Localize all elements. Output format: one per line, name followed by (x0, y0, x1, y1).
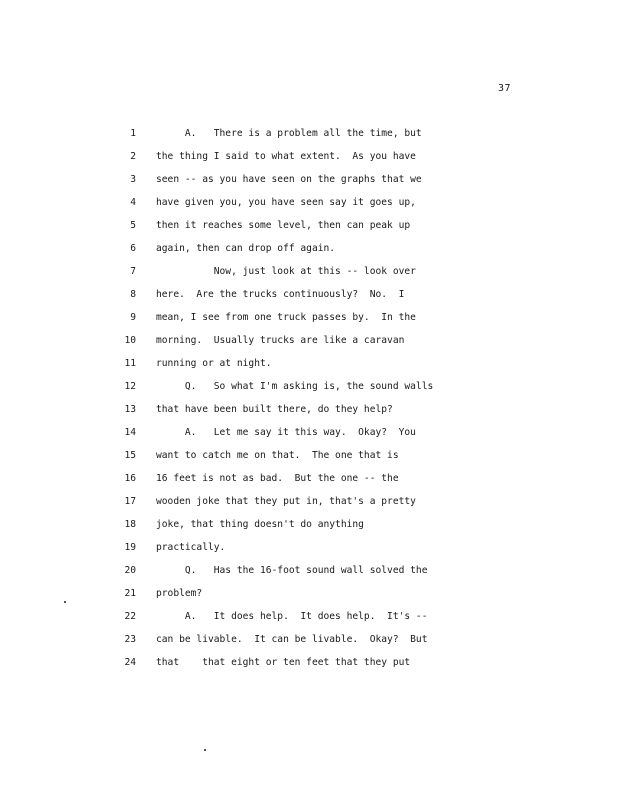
transcript-line (0, 241, 619, 264)
line-text: Now, just look at this -- look over (156, 266, 416, 277)
line-text: that have been built there, do they help? (156, 404, 393, 415)
line-text: wooden joke that they put in, that's a pretty (156, 496, 416, 507)
line-text: Q. So what I'm asking is, the sound walls (156, 381, 434, 392)
transcript-line (0, 563, 619, 586)
transcript-line (0, 402, 619, 425)
transcript-line (0, 218, 619, 241)
line-text: can be livable. It can be livable. Okay? But (156, 634, 428, 645)
line-text: again, then can drop off again. (156, 243, 336, 254)
line-text: A. Let me say it this way. Okay? You (156, 427, 416, 438)
transcript-line (0, 655, 619, 678)
line-text: here. Are the trucks continuously? No. I (156, 289, 405, 300)
line-number: 2 (130, 151, 136, 162)
line-text: then it reaches some level, then can peak up (156, 220, 411, 231)
line-number: 13 (124, 404, 136, 415)
transcript-line (0, 310, 619, 333)
transcript-body (0, 126, 619, 678)
line-text: mean, I see from one truck passes by. In the (156, 312, 416, 323)
transcript-line (0, 609, 619, 632)
line-number: 1 (130, 128, 136, 139)
line-number: 23 (124, 634, 136, 645)
transcript-line (0, 494, 619, 517)
transcript-line (0, 448, 619, 471)
line-text: practically. (156, 542, 226, 553)
line-text: that that eight or ten feet that they put (156, 657, 411, 668)
line-number: 24 (124, 657, 136, 668)
line-number: 21 (124, 588, 136, 599)
line-text: problem? (156, 588, 203, 599)
transcript-line (0, 540, 619, 563)
transcript-line (0, 425, 619, 448)
line-text: 16 feet is not as bad. But the one -- the (156, 473, 399, 484)
transcript-line (0, 195, 619, 218)
transcript-line (0, 287, 619, 310)
transcript-line (0, 586, 619, 609)
line-text: seen -- as you have seen on the graphs that we (156, 174, 422, 185)
line-text: the thing I said to what extent. As you have (156, 151, 416, 162)
line-text: want to catch me on that. The one that is (156, 450, 399, 461)
line-text: joke, that thing doesn't do anything (156, 519, 364, 530)
transcript-line (0, 126, 619, 149)
line-number: 16 (124, 473, 136, 484)
line-number: 11 (124, 358, 136, 369)
transcript-line (0, 333, 619, 356)
transcript-line (0, 379, 619, 402)
line-number: 22 (124, 611, 136, 622)
line-number: 15 (124, 450, 136, 461)
line-number: 14 (124, 427, 136, 438)
line-text: running or at night. (156, 358, 272, 369)
line-number: 9 (130, 312, 136, 323)
line-text: Q. Has the 16-foot sound wall solved the (156, 565, 428, 576)
transcript-line (0, 264, 619, 287)
transcript-line (0, 632, 619, 655)
line-text: have given you, you have seen say it goes up, (156, 197, 416, 208)
line-number: 18 (124, 519, 136, 530)
line-number: 5 (130, 220, 136, 231)
line-text: A. It does help. It does help. It's -- (156, 611, 428, 622)
line-number: 3 (130, 174, 136, 185)
line-number: 6 (130, 243, 136, 254)
line-number: 4 (130, 197, 136, 208)
transcript-line (0, 517, 619, 540)
line-number: 17 (124, 496, 136, 507)
scan-speck (64, 601, 66, 603)
transcript-line (0, 356, 619, 379)
line-number: 20 (124, 565, 136, 576)
line-number: 7 (130, 266, 136, 277)
line-number: 12 (124, 381, 136, 392)
scan-speck (204, 749, 206, 751)
transcript-line (0, 172, 619, 195)
line-text: A. There is a problem all the time, but (156, 128, 422, 139)
transcript-line (0, 471, 619, 494)
line-text: morning. Usually trucks are like a caravan (156, 335, 405, 346)
line-number: 19 (124, 542, 136, 553)
line-number: 8 (130, 289, 136, 300)
transcript-line (0, 149, 619, 172)
line-number: 10 (124, 335, 136, 346)
page-number: 37 (498, 83, 512, 94)
